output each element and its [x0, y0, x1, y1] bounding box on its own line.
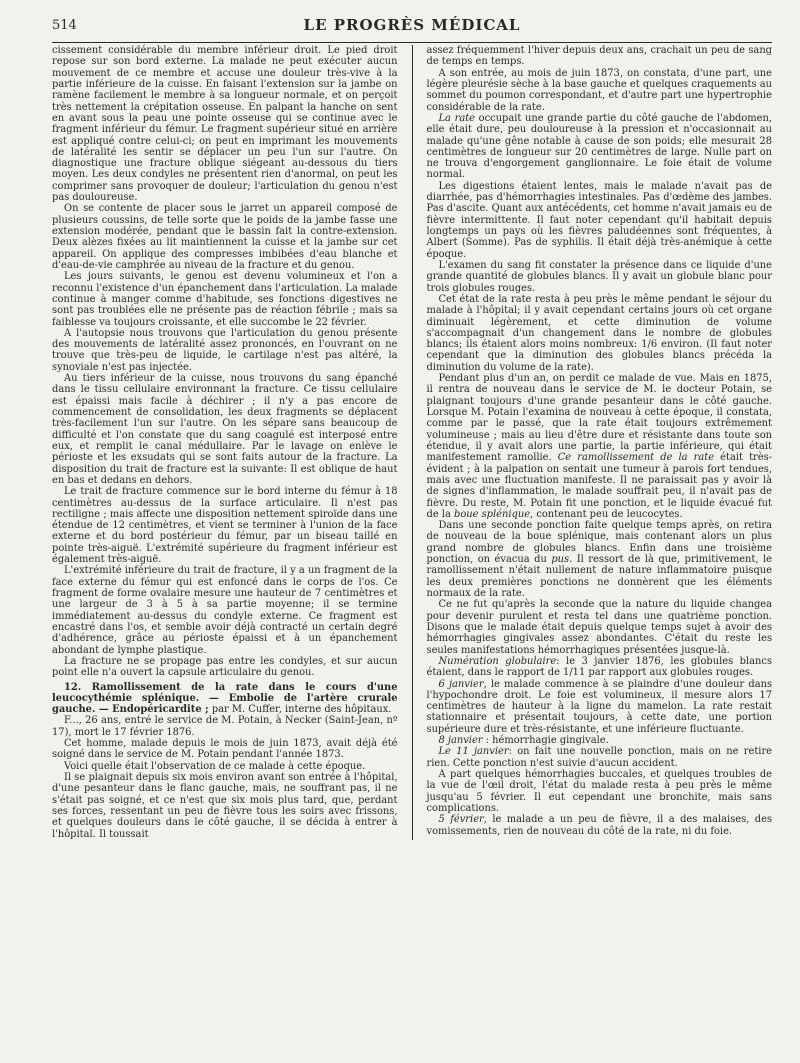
section-title: 12. Ramollissement de la rate dans le cours d'une leucocythémie splénique. — Embolie de l'artère crurale gauche. — Endopéricardite ; [52, 681, 398, 716]
paragraph-text: : le 3 janvier 1876, les globules blancs étaient, dans le rapport de 1/11 par rapport aux globules rouges. [426, 655, 773, 679]
paragraph: Le trait de fracture commence sur le bord interne du fémur à 18 centimètres au-dessus de la surface articulaire. Il n'est pas rectiligne ; mais affecte une disposition nettement spiroïde dans une étendue de 12 centimètres, et vient se terminer à l'union de la face externe et du bord postérieur du fémur, par un biseau taillé en pointe très-aiguë. L'extrémité supérieure du fragment inférieur est également très-aiguë. [52, 486, 398, 566]
paragraph: Les digestions étaient lentes, mais le malade n'avait pas de diarrhée, pas d'hémorrhagies intestinales. Pas d'œdème des jambes. Pas d'ascite. Quant aux antécédents, cet homme n'avait jamais eu de fièvre intermittente. Il faut noter cependant qu'il habitait depuis longtemps un pays où les fièvres paludéennes sont fréquentes, à Albert (Somme). Pas de syphilis. Il était déjà très-anémique à cette époque. [426, 180, 773, 260]
paragraph: Ce ne fut qu'après la seconde que la nature du liquide changea pour devenir purulent et resta tel dans une quatrième ponction. Disons que le malade était depuis quelque temps sujet à avoir des hémorrhagies gingivales assez abondantes. C'était du reste les seules manifestations hémorrhagiques présentées jusque-là. [426, 599, 773, 656]
paragraph-text: Pendant plus d'un an, on perdit ce malade de vue. Mais en 1875, il rentra de nouveau dans le service de M. le docteur Potain, se plaignant toujours d'une grande pesanteur dans le côté gauche. Lorsque M. Potain l'examina de nouveau à cette époque, il constata, comme par le passé, que la rate était toujours extrêmement volumineuse ; mais au lieu d'être dure et résistante dans toute son étendue, il y avait alors une partie, la partie inférieure, qui était manifestement ramollie. [426, 373, 773, 464]
running-title: LE PROGRÈS MÉDICAL [303, 16, 521, 34]
section-author: par M. Cuffer, interne des hôpitaux. [208, 704, 392, 716]
paragraph [427, 373, 773, 520]
paragraph: A part quelques hémorrhagies buccales, et quelques troubles de la vue de l'œil droit, l'état du malade resta à peu près le même jusqu'au 5 février. Il eut cependant une bronchite, mais sans complications. [426, 769, 773, 814]
two-column-body [52, 45, 772, 840]
paragraph [427, 735, 773, 746]
section-heading [52, 682, 398, 716]
italic-phrase: pus [551, 554, 570, 566]
paragraph: A l'autopsie nous trouvons que l'articulation du genou présente des mouvements de latéralité assez prononcés, en l'ouvrant on ne trouve que très-peu de liquide, le cartilage n'est pas altéré, la synoviale n'est pas injectée. [52, 327, 398, 373]
paragraph-text: : hémorrhagie gingivale. [482, 735, 609, 747]
italic-label: Numération globulaire [438, 655, 557, 667]
italic-label: La rate [438, 112, 476, 124]
paragraph: Les jours suivants, le genou est devenu volumineux et l'on a reconnu l'existence d'un épanchement dans l'articulation. La malade continue à manger comme d'habitude, ses fonctions digestives ne sont pas troublées elle ne présente pas de réaction fébrile ; mais sa faiblesse va toujours croissante, et elle succombe le 22 février. [52, 271, 398, 328]
paragraph-text: . Il ressort de là que, primitivement, le ramollissement n'était nullement de nature inflammatoire puisque les deux premières ponctions ne donnèrent que les éléments normaux de la rate. [426, 554, 773, 599]
paragraph: La fracture ne se propage pas entre les condyles, et sur aucun point elle n'a ouvert la capsule articulaire du genou. [52, 655, 398, 679]
paragraph: Au tiers inférieur de la cuisse, nous trouvons du sang épanché dans le tissu cellulaire environnant la fracture. Ce tissu cellulaire est épaissi mais facile à déchirer ; il n'y a pas encore de commencement de consolidation, les deux fragments se déplacent très-facilement l'un sur l'autre. On les sépare sans beaucoup de difficulté et l'on constate que du sang coagulé est interposé entre eux, et remplit le canal médullaire. Par le lavage on enlève le périoste et les exsudats qui se sont faits autour de la fracture. La disposition du trait de fracture est la suivante: Il est oblique de haut en bas et dedans en dehors. [52, 373, 398, 486]
paragraph [427, 113, 773, 181]
paragraph [427, 814, 773, 837]
italic-phrase: boue splénique [454, 508, 531, 520]
paragraph: L'extrémité inférieure du trait de fracture, il y a un fragment de la face externe du fémur qui est enfoncé dans le corps de l'os. Ce fragment de forme ovalaire mesure une hauteur de 7 centimètres et une largeur de 3 à 5 à sa partie moyenne; il se termine immédiatement au-dessus du condyle externe. Ce fragment est encastré dans l'os, et semble avoir déjà contracté un certain degré d'adhérence, grâce au périoste épaissi et à un épanchement abondant de lymphe plastique. [52, 565, 398, 656]
italic-label: 5 février [438, 814, 484, 826]
paragraph: assez fréquemment l'hiver depuis deux ans, crachait un peu de sang de temps en temps. [426, 45, 773, 68]
paragraph [427, 679, 773, 736]
paragraph [427, 656, 773, 679]
page-header [52, 12, 772, 38]
paragraph-text: , le malade a un peu de fièvre, il a des malaises, des vomissements, rien de nouveau du côté de la rate, ni du foie. [426, 814, 773, 837]
italic-label: 8 janvier [438, 735, 483, 747]
paragraph-text: , contenant peu de leucocytes. [530, 508, 683, 520]
right-column [427, 45, 773, 840]
paragraph [427, 520, 773, 599]
paragraph-text: : on fait une nouvelle ponction, mais on ne retire rien. Cette ponction n'est suivie d'aucun accident. [426, 746, 773, 769]
paragraph-text: , le malade commence à se plaindre d'une douleur dans l'hypochondre droit. Le foie est volumineux, il mesure alors 17 centimètres de hauteur à la ligne du mamelon. La rate restait stationnaire et présentait toujours, à cette date, une portion supérieure dure et très-résistante, et une inférieure fluctuante. [426, 678, 773, 735]
paragraph: F..., 26 ans, entré le service de M. Potain, à Necker (Saint-Jean, nº 17), mort le 17 février 1876. [52, 715, 398, 738]
paragraph-text: Dans une seconde ponction faite quelque temps après, on retira de nouveau de la boue splénique, mais contenant alors un plus grand nombre de globules blancs. Enfin dans une troisième ponction, on évacua du [426, 520, 773, 566]
italic-phrase: Ce ramollissement de la rate [557, 452, 715, 464]
paragraph-text: était très-évident ; à la palpation on sentait une tumeur à parois fort tendues, mais avec une fluctuation manifeste. Il ne paraissait pas y avoir là de signes d'inflammation, le malade souffrait peu, il n'avait pas de fièvre. Du reste, M. Potain fit une ponction, et le liquide évacué fut de la [426, 452, 773, 520]
paragraph: Cet homme, malade depuis le mois de juin 1873, avait déjà été soigné dans le service de M. Potain pendant l'année 1873. [52, 738, 398, 761]
paragraph: Cet état de la rate resta à peu près le même pendant le séjour du malade à l'hôpital; il y avait cependant certains jours où cet organe diminuait légèrement, et cette diminution de volume s'accompagnait d'un changement dans le nombre de globules blancs; ils étaient alors moins nombreux: 1/6 environ. (Il faut noter cependant que la diminution des globules blancs précéda la diminution du volume de la rate). [426, 293, 773, 373]
left-column [52, 45, 398, 840]
paragraph: cissement considérable du membre inférieur droit. Le pied droit repose sur son bord externe. La malade ne peut exécuter aucun mouvement de ce membre et accuse une douleur très-vive à la partie inférieure de la cuisse. En faisant l'extension sur la jambe on ramène facilement le membre à sa longueur normale, et on perçoit très nettement la crépitation osseuse. En palpant la hanche on sent en avant sous la peau une pointe osseuse qui se continue avec le fragment inférieur du fémur. Le fragment supérieur situé en arrière est appliqué contre celui-ci; on peut en imprimant les mouvements de latéralité les sentir se déplacer un peu l'un sur l'autre. On diagnostique une fracture oblique siégeant au-dessous du tiers moyen. Les deux condyles ne présentent rien d'anormal, on peut les comprimer sans provoquer de douleur; l'articulation du genou n'est pas douloureuse. [52, 45, 398, 204]
italic-label: 6 janvier [438, 678, 484, 690]
paragraph-text: occupait une grande partie du côté gauche de l'abdomen, elle était dure, peu douloureuse à la pression et n'occasionnait au malade qu'une gêne notable à cause de son poids; elle mesurait 28 centimètres de longueur sur 20 centimètres de large. Nulle part on ne trouva d'engorgement ganglionnaire. Le foie était de volume normal. [426, 112, 773, 181]
page-number: 514 [52, 18, 77, 33]
paragraph: A son entrée, au mois de juin 1873, on constata, d'une part, une légère pleurésie sèche à la base gauche et quelques craquements au sommet du poumon correspondant, et d'autre part une hypertrophie considérable de la rate. [426, 67, 773, 113]
header-rule [52, 42, 772, 43]
italic-label: Le 11 janvier [438, 746, 509, 758]
paragraph [427, 746, 773, 769]
column-divider [412, 45, 413, 840]
paragraph: Voici quelle était l'observation de ce malade à cette époque. [64, 760, 366, 772]
paragraph: L'examen du sang fit constater la présence dans ce liquide d'une grande quantité de globules blancs. Il y avait un globule blanc pour trois globules rouges. [426, 259, 773, 294]
paragraph: On se contente de placer sous le jarret un appareil composé de plusieurs coussins, de telle sorte que le poids de la jambe fasse une extension modérée, pendant que le bassin fait la contre-extension. Deux alèzes fixées au lit maintiennent la cuisse et la jambe sur cet appareil. On applique des compresses imbibées d'eau blanche et d'eau-de-vie camphrée au niveau de la fracture et du genou. [52, 203, 398, 271]
paragraph: Il se plaignait depuis six mois environ avant son entrée à l'hôpital, d'une pesanteur dans le flanc gauche, mais, ne souffrant pas, il ne s'était pas soigné, et ce n'est que six mois plus tard, que, perdant ses forces, ressentant un peu de fièvre tous les soirs avec frissons, et quelques douleurs dans le côté gauche, il se décida à entrer à l'hôpital. Il toussait [52, 772, 398, 840]
